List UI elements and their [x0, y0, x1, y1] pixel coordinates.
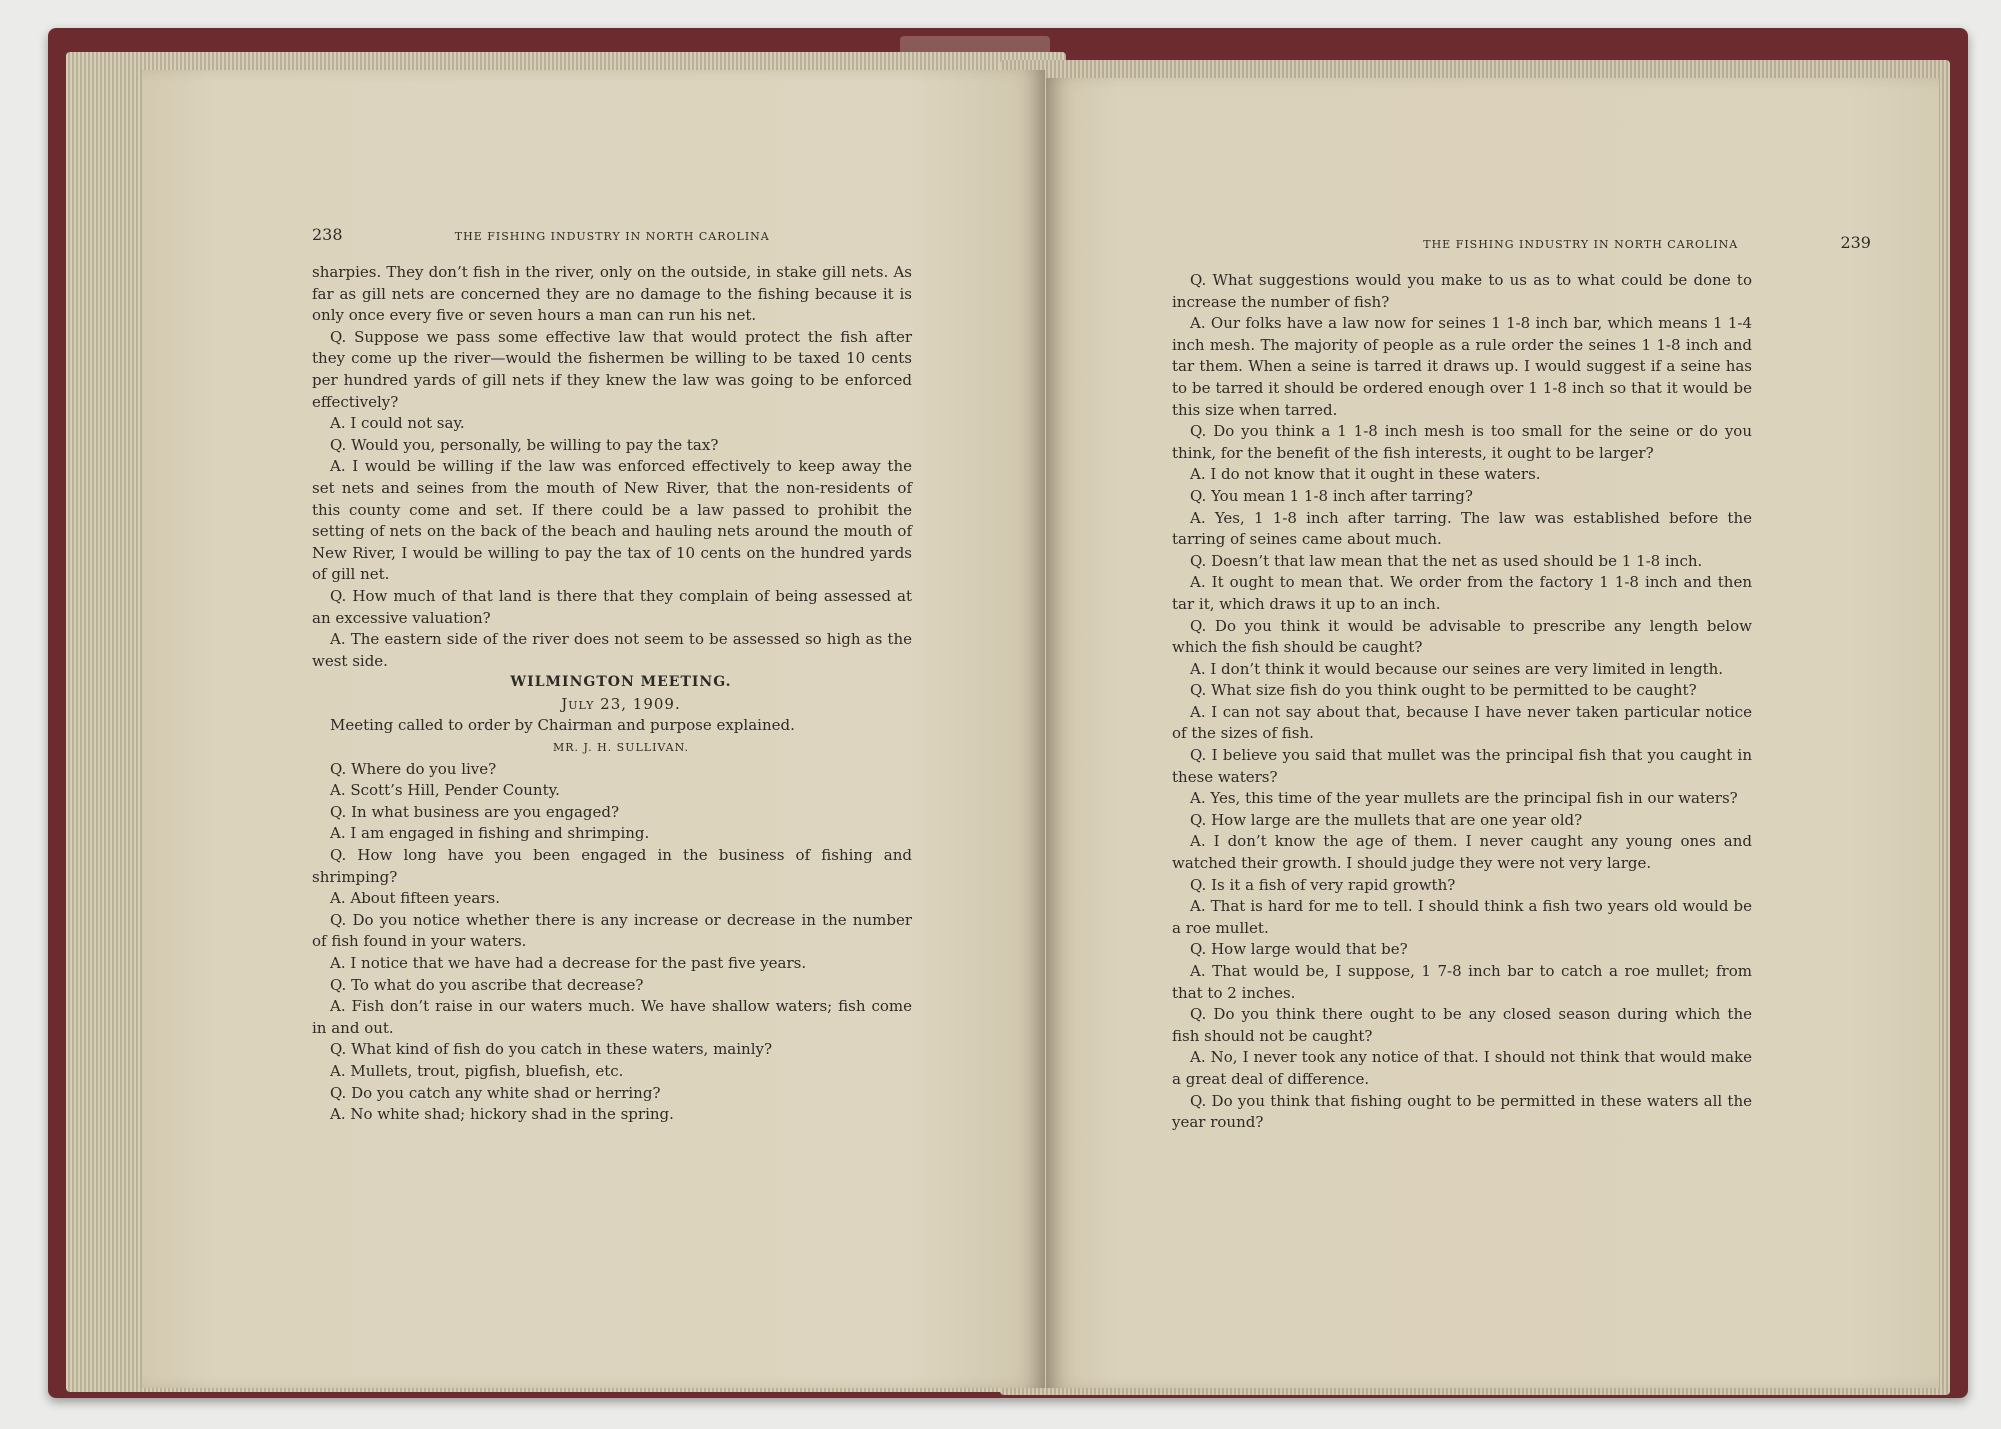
meeting-heading: WILMINGTON MEETING. [510, 674, 732, 691]
paragraph: Q. Do you notice whether there is any increase or decrease in the number of fish found in your waters. [312, 910, 912, 951]
paragraph: A. No, I never took any notice of that. I should not think that would make a great deal of difference. [1172, 1048, 1752, 1088]
left-page-number: 238 [312, 225, 343, 244]
paragraph: A. I am engaged in fishing and shrimping. [330, 824, 650, 843]
paragraph: A. That is hard for me to tell. I should think a fish two years old would be a roe mullet. [1172, 897, 1752, 937]
right-running-title: THE FISHING INDUSTRY IN NORTH CAROLINA [1423, 238, 1739, 251]
meeting-intro: Meeting called to order by Chairman and purpose explained. [330, 716, 795, 735]
paragraph: Q. How large are the mullets that are one year old? [1190, 810, 1583, 829]
paragraph: A. Fish don’t raise in our waters much. We have shallow waters; fish come in and out. [312, 997, 912, 1037]
paragraph: A. I don’t know the age of them. I never caught any young ones and watched their growth. I should judge they were not very large. [1172, 832, 1752, 873]
paragraph: Q. How long have you been engaged in the business of fishing and shrimping? [312, 846, 912, 886]
paragraph: A. No white shad; hickory shad in the spring. [330, 1105, 674, 1124]
paragraph: A. The eastern side of the river does not seem to be assessed so high as the west side. [312, 630, 912, 670]
paragraph: Q. To what do you ascribe that decrease? [330, 975, 644, 994]
speaker-name: MR. J. H. SULLIVAN. [553, 741, 689, 755]
paragraph: Q. You mean 1 1-8 inch after tarring? [1190, 486, 1473, 505]
paragraph: Q. Do you think it would be advisable to prescribe any length below which the fish should be caught? [1172, 616, 1752, 657]
paragraph: sharpies. They don’t fish in the river, only on the outside, in stake gill nets. As far as gill nets are concerned they are no damage to the fishing because it is only once every five or seven hours a man can run his net. [312, 263, 912, 325]
paragraph: A. I could not say. [330, 414, 465, 433]
paragraph: Q. Doesn’t that law mean that the net as used should be 1 1-8 inch. [1190, 551, 1703, 570]
paragraph: A. Scott’s Hill, Pender County. [330, 781, 560, 800]
paragraph: Q. Do you catch any white shad or herring? [330, 1083, 661, 1102]
left-page [142, 70, 1045, 1388]
paragraph: A. It ought to mean that. We order from the factory 1 1-8 inch and then tar it, which draws it up to an inch. [1172, 573, 1752, 613]
right-page [1046, 78, 1939, 1388]
paragraph: Q. Suppose we pass some effective law that would protect the fish after they come up the river—would the fishermen be willing to be taxed 10 cents per hundred yards of gill nets if they knew the law was going to be enforced effectively? [312, 327, 912, 411]
paragraph: A. That would be, I suppose, 1 7-8 inch bar to catch a roe mullet; from that to 2 inches. [1172, 962, 1752, 1002]
paragraph: A. Yes, this time of the year mullets are the principal fish in our waters? [1190, 789, 1738, 808]
paragraph: Q. How much of that land is there that they complain of being assessed at an excessive valuation? [312, 586, 912, 627]
paragraph: A. Mullets, trout, pigfish, bluefish, etc. [330, 1061, 624, 1080]
paragraph: A. Yes, 1 1-8 inch after tarring. The law was established before the tarring of seines came about much. [1172, 508, 1752, 549]
paragraph: Q. In what business are you engaged? [330, 802, 620, 821]
paragraph: Q. What suggestions would you make to us as to what could be done to increase the number of fish? [1172, 271, 1752, 311]
paragraph: A. I would be willing if the law was enforced effectively to keep away the set nets and seines from the mouth of New River, that the non-residents of this county come and set. If there could be a law passed to prohibit the setting of nets on the back of the beach and hauling nets around the mouth of New River, I would be willing to pay the tax of 10 cents on the hundred yards of gill net. [312, 457, 912, 584]
paragraph: A. I don’t think it would because our seines are very limited in length. [1190, 659, 1724, 678]
paragraph: A. Our folks have a law now for seines 1 1-8 inch bar, which means 1 1-4 inch mesh. The majority of people as a rule order the seines 1 1-8 inch and tar them. When a seine is tarred it draws up. I would suggest if a seine has to be tarred it should be ordered enough over 1 1-8 inch so that it would be this size when tarred. [1172, 314, 1752, 419]
right-running-head [1291, 233, 1871, 252]
paragraph: A. I can not say about that, because I have never taken particular notice of the sizes of fish. [1172, 702, 1752, 743]
paragraph: A. I notice that we have had a decrease for the past five years. [330, 954, 807, 972]
paragraph: Q. Where do you live? [330, 759, 497, 778]
left-running-head [312, 225, 912, 244]
paragraph: Q. Do you think a 1 1-8 inch mesh is too small for the seine or do you think, for the benefit of the fish interests, it ought to be larger? [1172, 422, 1752, 462]
paragraph: Q. How large would that be? [1190, 940, 1408, 959]
left-body-text [312, 262, 912, 1126]
paragraph: A. I do not know that it ought in these waters. [1190, 465, 1541, 484]
left-running-title: THE FISHING INDUSTRY IN NORTH CAROLINA [454, 230, 770, 243]
paragraph: Q. Do you think that fishing ought to be permitted in these waters all the year round? [1172, 1091, 1752, 1132]
paragraph: Q. What kind of fish do you catch in these waters, mainly? [330, 1040, 773, 1059]
paragraph: Q. I believe you said that mullet was the principal fish that you caught in these waters? [1172, 746, 1752, 786]
paragraph: Q. Would you, personally, be willing to pay the tax? [330, 435, 719, 454]
paragraph: Q. What size fish do you think ought to be permitted to be caught? [1190, 681, 1697, 700]
paragraph: Q. Is it a fish of very rapid growth? [1190, 875, 1456, 894]
right-body-text [1172, 270, 1752, 1134]
right-page-number: 239 [1840, 233, 1871, 252]
paragraph: Q. Do you think there ought to be any closed season during which the fish should not be caught? [1172, 1005, 1752, 1045]
meeting-date: July 23, 1909. [561, 694, 681, 713]
paragraph: A. About fifteen years. [330, 889, 500, 908]
